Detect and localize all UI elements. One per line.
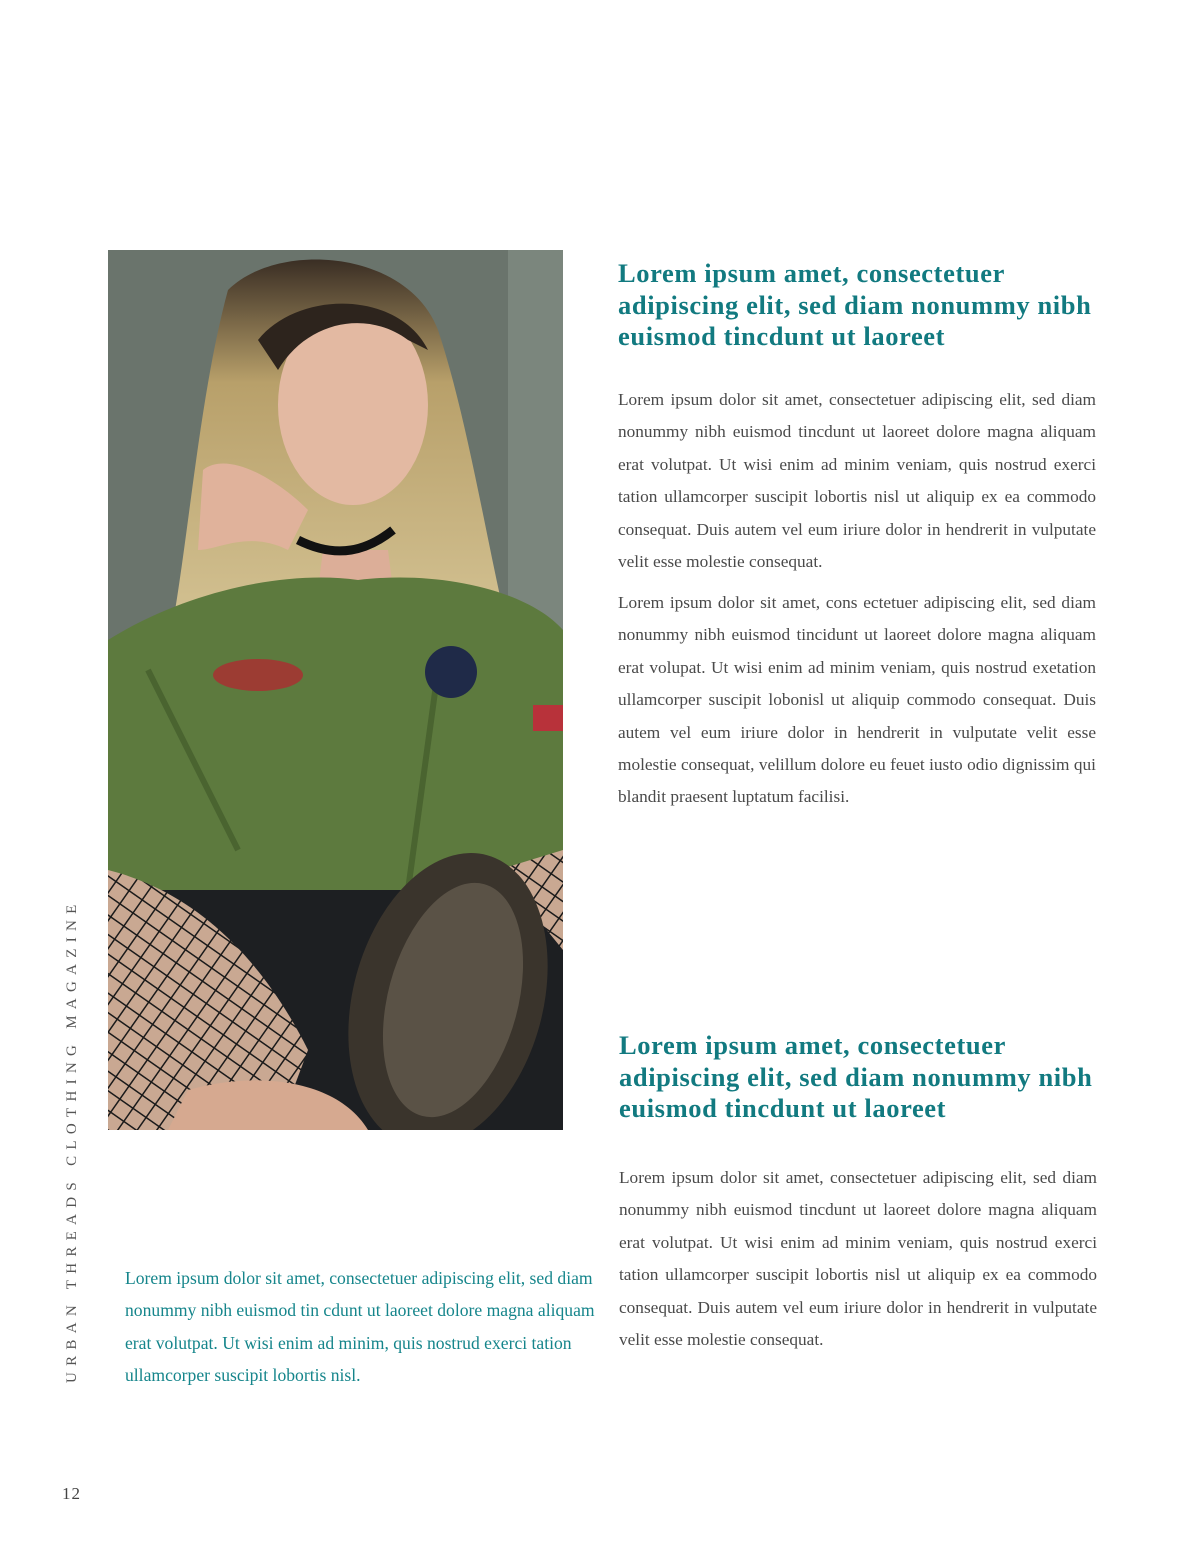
article1-paragraph-1: Lorem ipsum dolor sit amet, consectetuer adipiscing elit, sed diam nonummy nibh euismod tincdunt ut laoreet dolore magna aliquam erat volutpat. Ut wisi enim ad minim veniam, quis nostrud exerci tation ullamcorper suscipit lobortis nisl ut aliquip ex ea commodo consequat. Duis autem vel eum iriure dolor in hendrerit in vulputate velit esse molestie consequat. bbox=[618, 390, 1096, 572]
page-number: 12 bbox=[62, 1484, 81, 1503]
article2-paragraph-1: Lorem ipsum dolor sit amet, consectetuer adipiscing elit, sed diam nonummy nibh euismod tincdunt ut laoreet dolore magna aliquam erat volutpat. Ut wisi enim ad minim veniam, quis nostrud exerci tation ullamcorper suscipit lobortis nisl ut aliquip ex ea commodo consequat. Duis autem vel eum iriure dolor in hendrerit in vulputate velit esse molestie consequat. bbox=[619, 1168, 1097, 1350]
photo-caption: Lorem ipsum dolor sit amet, consectetuer adipiscing elit, sed diam nonummy nibh euismod tin cdunt ut laoreet dolore magna aliquam erat volutpat. Ut wisi enim ad minim, quis nostrud exerci tation ullamcorper suscipit lobortis nisl. bbox=[125, 1268, 595, 1386]
article2-heading: Lorem ipsum amet, consectetuer adipiscing elit, sed diam nonummy nibh euismod tincdunt ut laoreet bbox=[619, 1030, 1093, 1123]
photo-illustration bbox=[108, 250, 563, 1130]
photo-woman-green-shirt bbox=[108, 250, 563, 1130]
magazine-name-vertical: URBAN THREADS CLOTHING MAGAZINE bbox=[64, 898, 80, 1383]
article1-heading: Lorem ipsum amet, consectetuer adipiscing elit, sed diam nonummy nibh euismod tincdunt ut laoreet bbox=[618, 258, 1092, 351]
article1-paragraph-2: Lorem ipsum dolor sit amet, cons ectetuer adipiscing elit, sed diam nonummy nibh euismod tincidunt ut laoreet dolore magna aliquam erat volupat. Ut wisi enim ad minim veniam, quis nostrud exetation ullamcorper suscipit lobonisl ut aliquip commodo consequat. Duis autem vel eum iriure dolor in hendrerit in vulputate velit esse molestie consequat, velillum dolore eu feuet iusto odio dignissim qui blandit praesent luptatum facilisi. bbox=[618, 593, 1096, 807]
